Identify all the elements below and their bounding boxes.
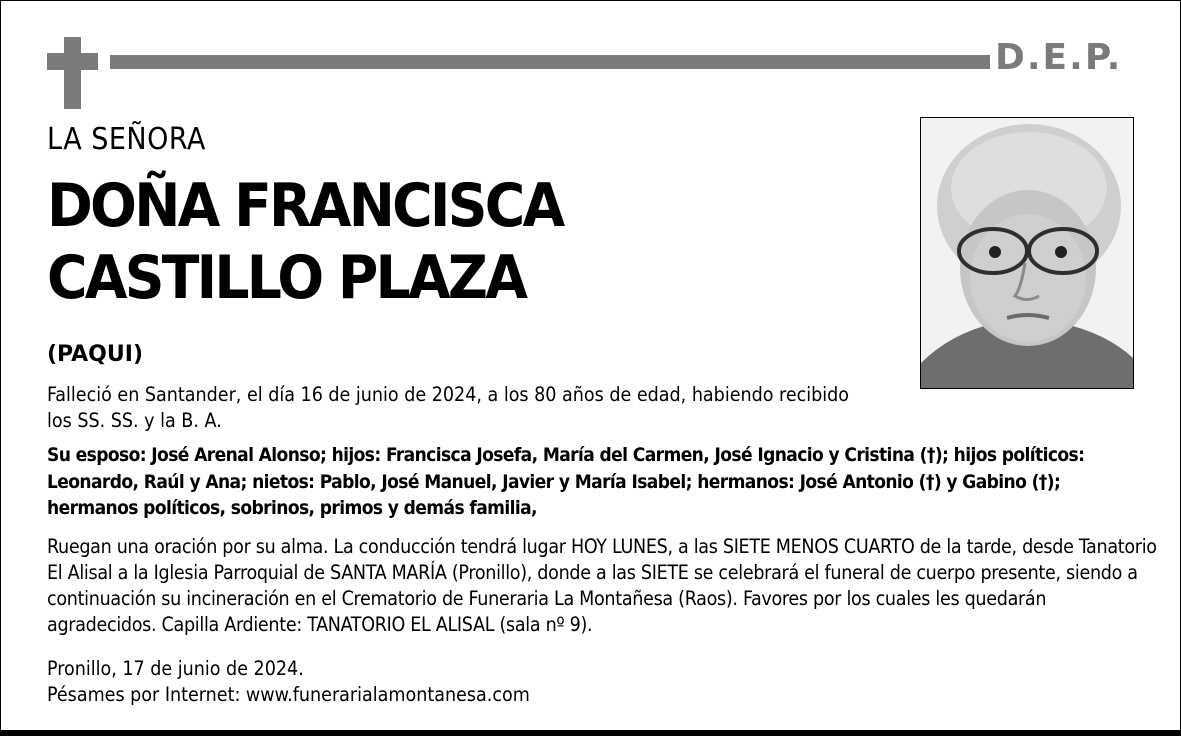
- deceased-name-line2: CASTILLO PLAZA: [47, 243, 526, 313]
- portrait-icon: [921, 118, 1133, 388]
- deceased-title: LA SEÑORA: [47, 122, 206, 157]
- ceremony-text: Ruegan una oración por su alma. La conducción tendrá lugar HOY LUNES, a las SIETE MENOS CUARTO de la tarde, desde Tanatorio El Alisal a la Iglesia Parroquial de SANTA MARÍA (Pronillo), donde a las SIETE se celebrará el funeral de cuerpo presente, siendo a continuación su incineración en el Crematorio de Funeraria La Montañesa (Raos). Favores por los cuales les quedarán agradecidos. Capilla Ardiente: TANATORIO EL ALISAL (sala nº 9).: [47, 535, 1157, 636]
- family-text: Su esposo: José Arenal Alonso; hijos: Francisca Josefa, María del Carmen, José Ignacio y Cristina (†); hijos políticos: Leonardo, Raúl y Ana; nietos: Pablo, José Manuel, Javier y María Isabel; hermanos: José Antonio (†) y Gabino (†); hermanos políticos, sobrinos, primos y demás familia,: [47, 444, 1085, 519]
- header-rule: [110, 55, 990, 69]
- cross-icon-bar: [47, 53, 98, 70]
- deceased-name: [47, 170, 562, 314]
- deceased-alias: (PAQUI): [47, 342, 143, 367]
- cross-icon: [64, 37, 81, 109]
- dep-label: D.E.P.: [995, 37, 1123, 78]
- deceased-name-line1: DOÑA FRANCISCA: [47, 171, 563, 241]
- place-date-text: Pronillo, 17 de junio de 2024.: [47, 657, 304, 680]
- portrait-photo: [920, 117, 1134, 389]
- condolences-text: Pésames por Internet: www.funerarialamontanesa.com: [47, 683, 530, 706]
- death-notice-text: Falleció en Santander, el día 16 de junio de 2024, a los 80 años de edad, habiendo recibido los SS. SS. y la B. A.: [47, 383, 850, 432]
